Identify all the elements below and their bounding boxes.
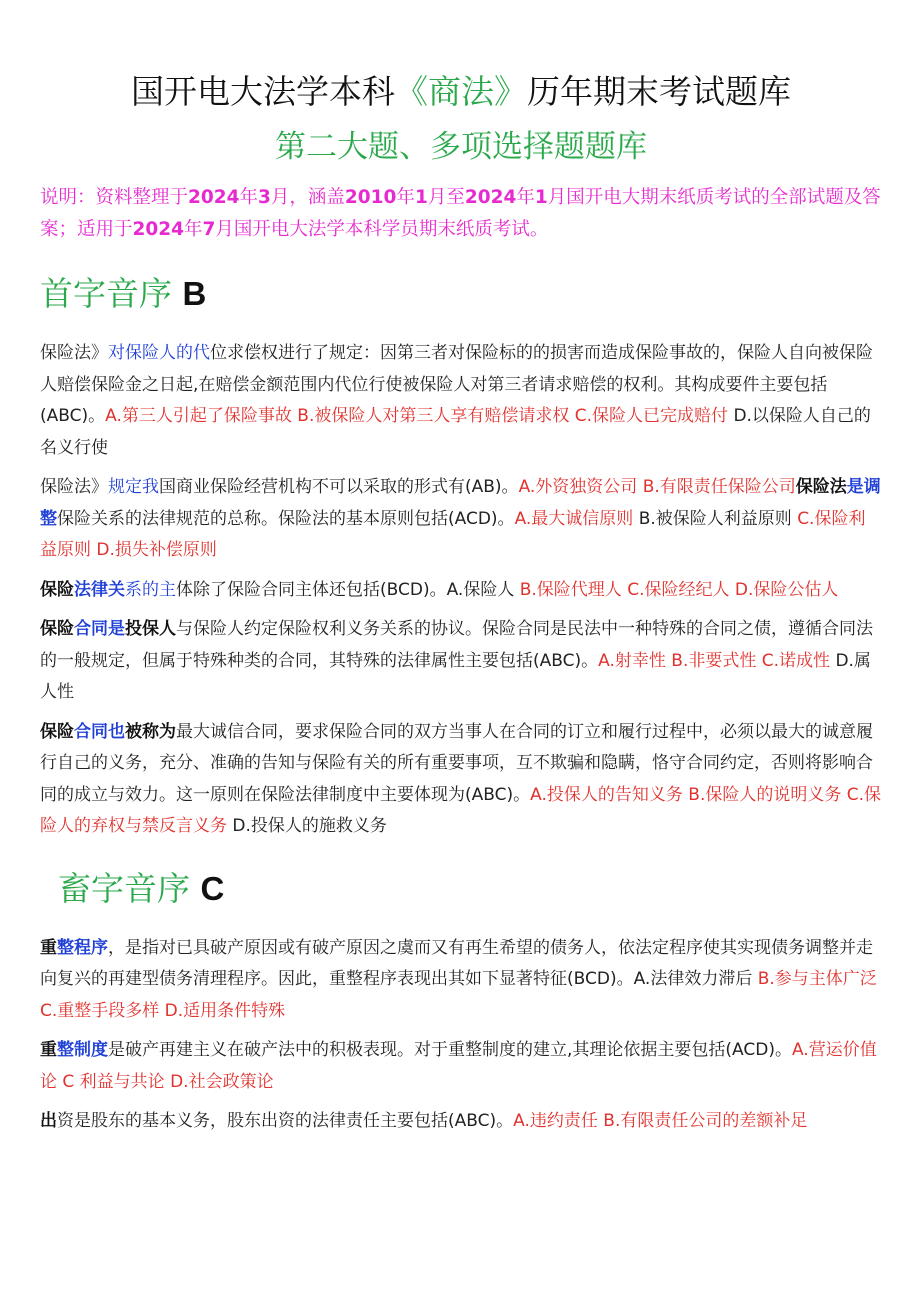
question-keyword: 保险 <box>40 579 74 600</box>
answer-options: A.最大诚信原则 <box>514 508 634 529</box>
title-part-3: 历年期末考试题库 <box>527 72 791 111</box>
question-keyword: 出 <box>40 1111 57 1131</box>
question-keyword: 合同是 <box>74 619 125 639</box>
question-text: 体除了保险合同主体还包括(BCD)。A.保险人 <box>176 579 515 600</box>
question-text: 与保险人约定保险权利义务关系的协议。保险合同是民法中一种特殊的合同之债，遵循合同法的一般规定，但属于特殊种类的合同，其特殊的法律属性主要包括(ABC)。 <box>40 619 873 671</box>
question-text: 最大诚信合同，要求保险合同的双方当事人在合同的订立和履行过程中，必须以最大的诚意履行自己的义务，充分、准确的告知与保险有关的所有重要事项，互不欺骗和隐瞒，恪守合同约定，否则将影响合同的成立与效力。这一原则在保险法律制度中主要体现为(ABC)。 <box>40 721 873 805</box>
question-keyword: 重 <box>40 937 57 958</box>
question-keyword: 重 <box>40 1040 57 1060</box>
note-text: 月至 <box>427 187 465 208</box>
note-number: 2024 <box>464 187 517 208</box>
question-keyword: 法律关 <box>74 579 125 600</box>
section-letter: B <box>182 275 207 312</box>
question-option: D.属人性 <box>40 650 871 702</box>
note-text: 月国开电大期末纸质考试的全部试题及答案；适用于 <box>40 187 881 240</box>
note-number: 7 <box>202 219 216 240</box>
question-option: B.被保险人利益原则 <box>638 508 792 529</box>
question-option: D.以保险人自己的名义行使 <box>40 406 871 458</box>
question-item <box>40 472 882 567</box>
question-keyword: 整程序 <box>57 937 108 958</box>
question-text: 保险法》 <box>40 343 108 363</box>
answer-options: A.外资独资公司 B.有限责任保险公司 <box>518 477 796 497</box>
question-keyword: 保险法 <box>795 477 847 497</box>
note-text: 说明：资料整理于 <box>40 187 189 208</box>
note-number: 2010 <box>344 187 397 208</box>
question-item <box>40 575 882 607</box>
answer-options: C.保险利益原则 D.损失补偿原则 <box>40 508 866 560</box>
title-part-1: 国开电大法学本科 <box>131 72 395 111</box>
description-note <box>40 182 882 246</box>
question-item <box>40 717 882 843</box>
question-text: ，是指对已具破产原因或有破产原因之虞而又有再生希望的债务人，依法定程序使其实现债务调整并走向复兴的再建型债务清理程序。因此，重整程序表现出其如下显著特征(BCD)。A.法律效力滞后 <box>40 937 873 989</box>
section-heading-b <box>40 272 882 316</box>
question-keyword: 投保人 <box>125 619 176 639</box>
answer-options: A.第三人引起了保险事故 B.被保险人对第三人享有赔偿请求权 C.保险人已完成赔付 <box>105 406 729 426</box>
question-item <box>40 338 882 464</box>
note-text: 年 <box>396 187 415 208</box>
question-item <box>40 614 882 709</box>
question-keyword: 保险 <box>40 619 74 639</box>
note-number: 1 <box>414 187 428 208</box>
question-keyword: 合同也 <box>74 721 125 742</box>
document-title <box>40 0 882 114</box>
question-text: 是破产再建主义在破产法中的积极表现。对于重整制度的建立,其理论依据主要包括(ACD)。 <box>108 1040 792 1060</box>
question-item <box>40 1106 882 1138</box>
question-keyword: 系的主 <box>125 579 176 600</box>
question-keyword: 保险 <box>40 721 74 742</box>
question-item <box>40 933 882 1028</box>
question-text: 位求偿权进行了规定：因第三者对保险标的的损害而造成保险事故的，保险人自向被保险人赔偿保险金之日起,在赔偿金额范围内代位行使被保险人对第三者请求赔偿的权利。其构成要件主要包括(ABC)。 <box>40 343 873 426</box>
question-text: 资是股东的基本义务，股东出资的法律责任主要包括(ABC)。 <box>57 1111 514 1131</box>
section-label: 首字音序 <box>40 274 172 313</box>
note-number: 2024 <box>188 187 240 208</box>
question-keyword: 整制度 <box>57 1040 108 1060</box>
note-text: 年 <box>239 187 259 208</box>
note-text: 月国开电大法学本科学员期末纸质考试。 <box>215 219 549 240</box>
answer-options: A.投保人的告知义务 B.保险人的说明义务 C.保险人的弃权与禁反言义务 <box>40 784 882 836</box>
question-keyword: 是调整 <box>40 477 881 529</box>
section-letter: C <box>200 869 225 907</box>
answer-options: A.射幸性 B.非要式性 C.诺成性 <box>598 650 831 671</box>
question-text: 保险法》 <box>40 477 108 497</box>
answer-options: A.营运价值论 C 利益与共论 D.社会政策论 <box>40 1040 877 1092</box>
answer-options: A.违约责任 B.有限责任公司的差额补足 <box>513 1111 808 1131</box>
question-keyword: 对保险人的代 <box>108 343 210 363</box>
note-number: 3 <box>258 187 271 208</box>
question-option: D.投保人的施救义务 <box>232 816 387 836</box>
section-label: 畜字音序 <box>58 868 190 908</box>
title-part-2: 《商法》 <box>395 72 527 111</box>
answer-options: B.参与主体广泛 C.重整手段多样 D.适用条件特殊 <box>40 969 877 1021</box>
note-number: 2024 <box>132 219 185 240</box>
section-heading-c <box>40 867 882 911</box>
answer-options: B.保险代理人 C.保险经纪人 D.保险公估人 <box>519 579 839 600</box>
question-keyword: 规定我 <box>108 477 159 497</box>
note-number: 1 <box>534 187 548 208</box>
question-text: 国商业保险经营机构不可以采取的形式有(AB)。 <box>159 477 519 497</box>
document-subtitle: 第二大题、多项选择题题库 <box>275 129 647 165</box>
question-text: 保险关系的法律规范的总称。保险法的基本原则包括(ACD)。 <box>57 508 515 529</box>
question-keyword: 被称为 <box>125 721 176 742</box>
note-text: 年 <box>184 219 203 240</box>
question-item <box>40 1035 882 1098</box>
note-text: 月，涵盖 <box>270 187 345 208</box>
note-text: 年 <box>516 187 535 208</box>
